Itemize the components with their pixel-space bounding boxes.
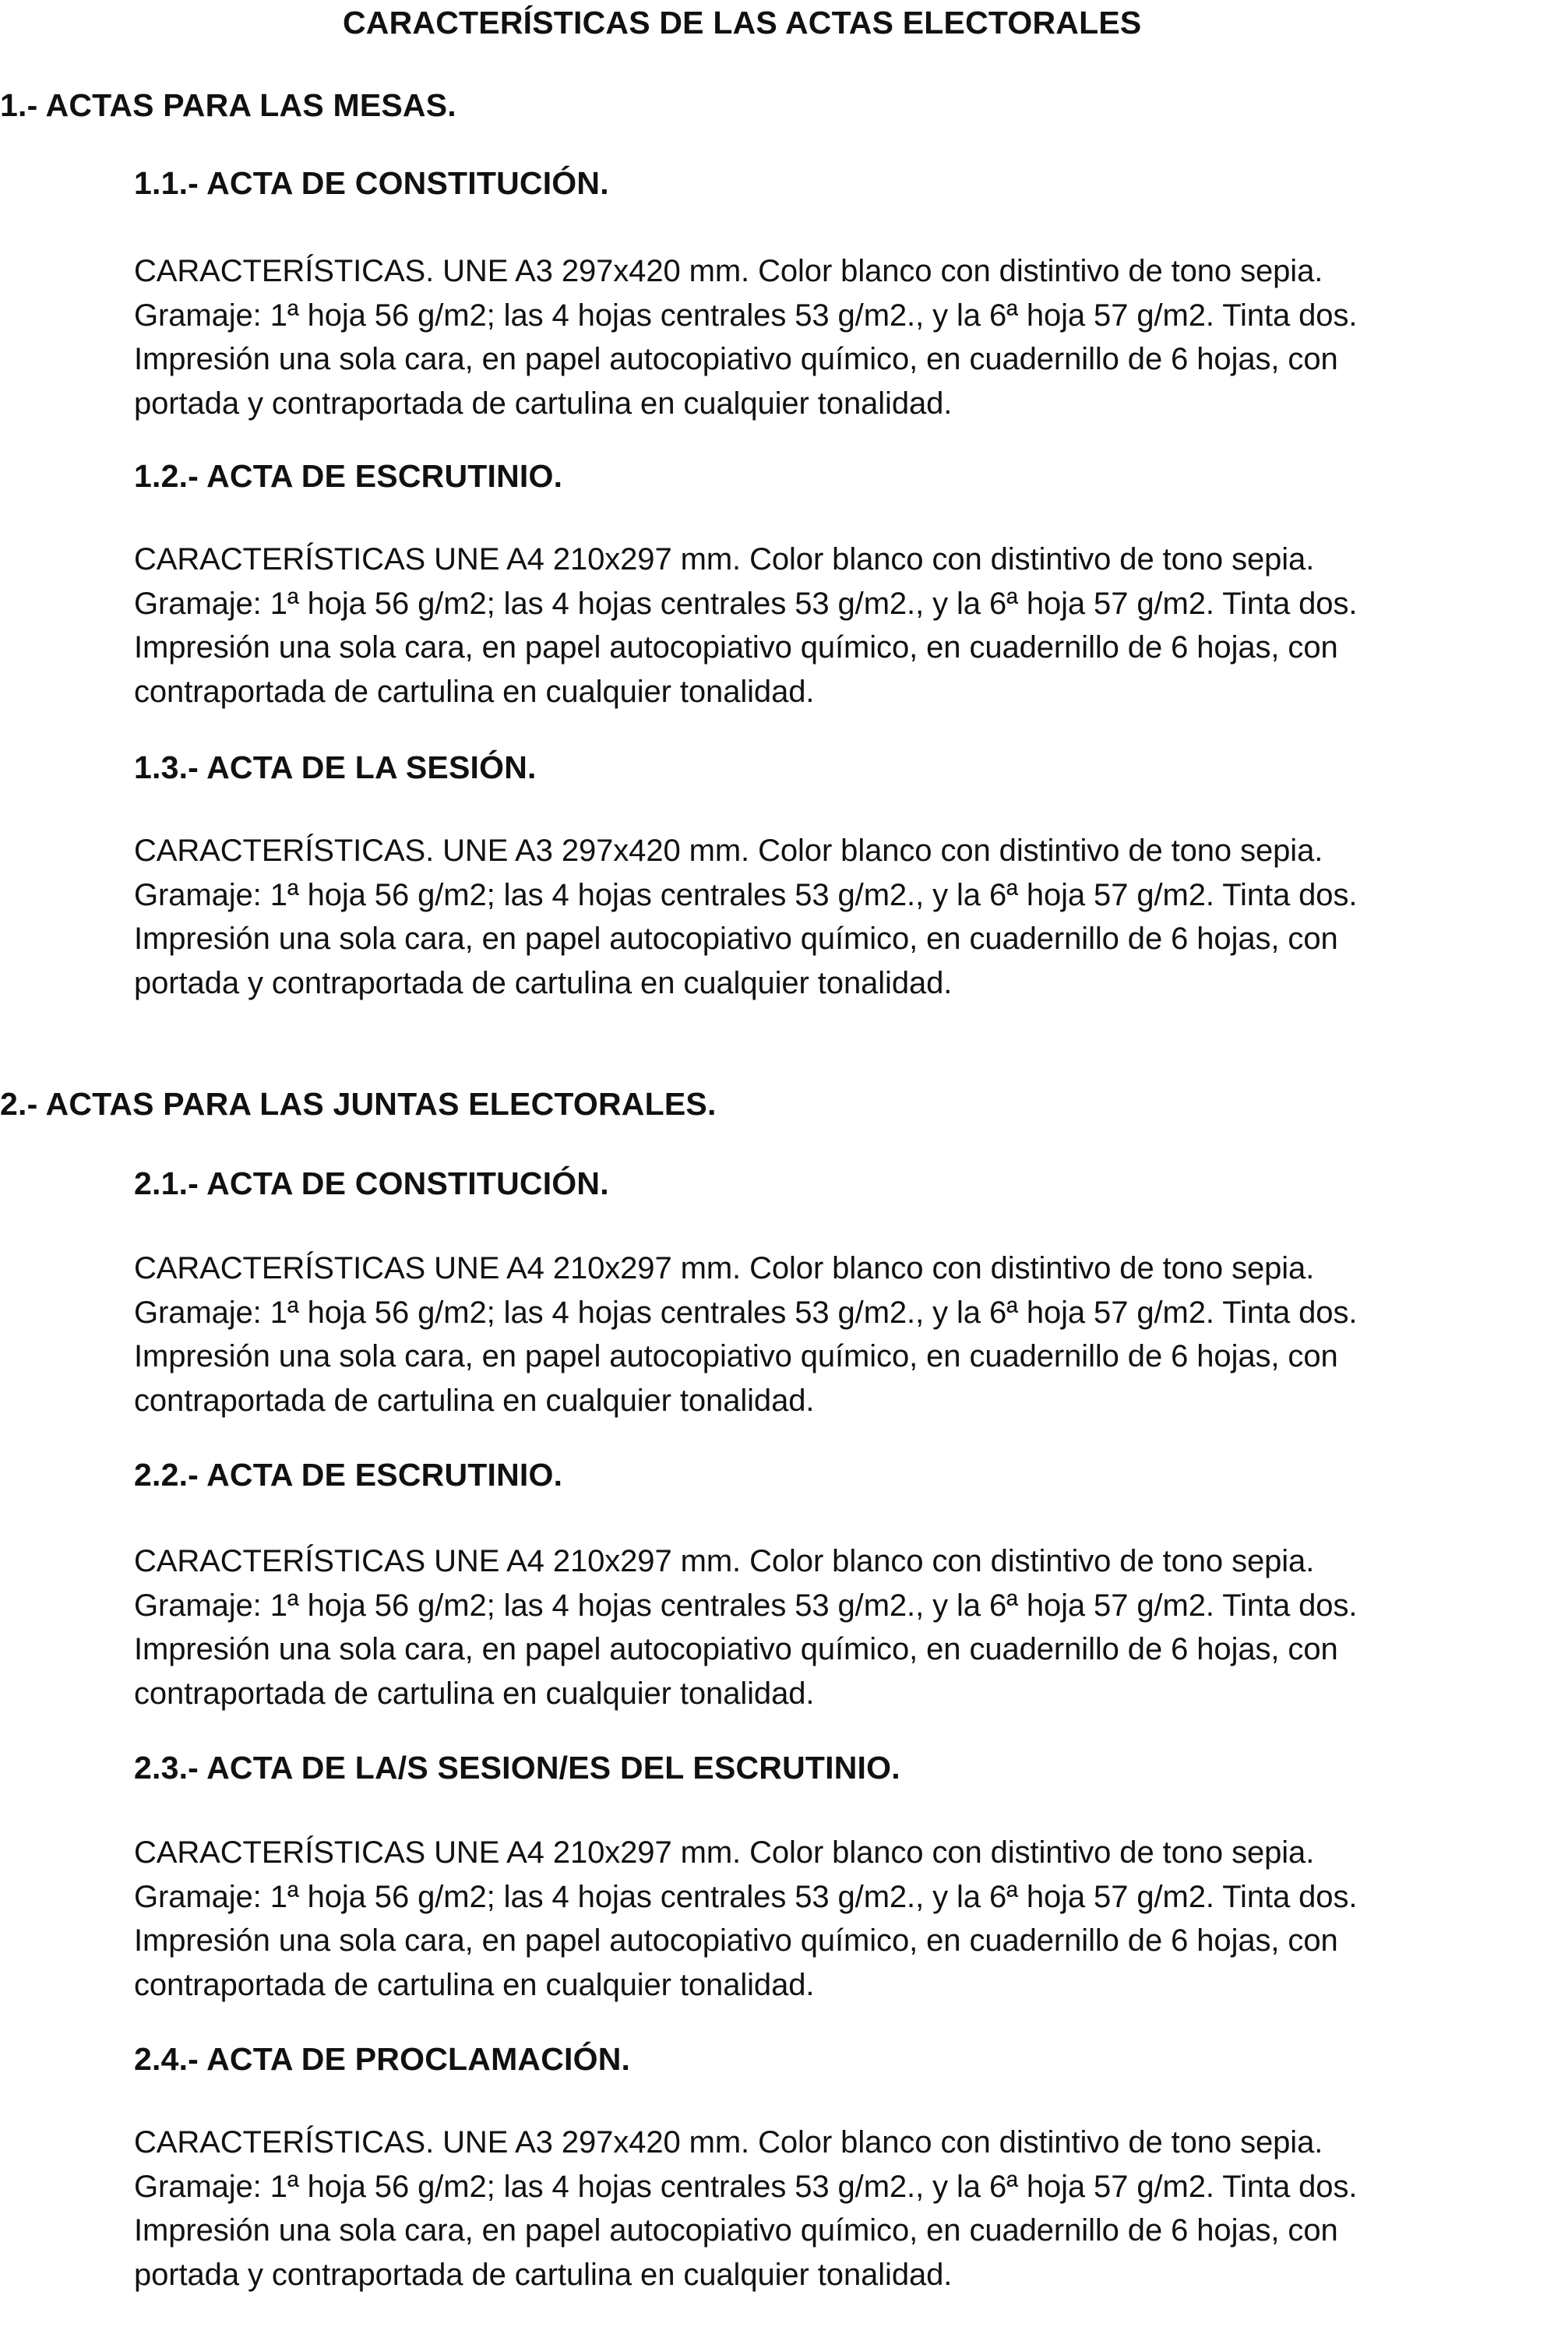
text-line: contraportada de cartulina en cualquier tonalidad. xyxy=(134,1967,815,2002)
subsection-heading: 1.3.- ACTA DE LA SESIÓN. xyxy=(134,749,537,785)
text-line: Gramaje: 1ª hoja 56 g/m2; las 4 hojas centrales 53 g/m2., y la 6ª hoja 57 g/m2. Tinta dos. xyxy=(134,1588,1358,1623)
section-heading: 2.- ACTAS PARA LAS JUNTAS ELECTORALES. xyxy=(0,1086,717,1122)
text-line: CARACTERÍSTICAS. UNE A3 297x420 mm. Color blanco con distintivo de tono sepia. xyxy=(134,254,1323,288)
text-line: contraportada de cartulina en cualquier tonalidad. xyxy=(134,674,815,709)
text-line: Impresión una sola cara, en papel autocopiativo químico, en cuadernillo de 6 hojas, con xyxy=(134,2213,1338,2248)
text-line: Gramaje: 1ª hoja 56 g/m2; las 4 hojas centrales 53 g/m2., y la 6ª hoja 57 g/m2. Tinta dos. xyxy=(134,298,1358,333)
text-line: Impresión una sola cara, en papel autocopiativo químico, en cuadernillo de 6 hojas, con xyxy=(134,1339,1338,1373)
text-line: CARACTERÍSTICAS UNE A4 210x297 mm. Color blanco con distintivo de tono sepia. xyxy=(134,1544,1315,1578)
text-line: Gramaje: 1ª hoja 56 g/m2; las 4 hojas centrales 53 g/m2., y la 6ª hoja 57 g/m2. Tinta dos. xyxy=(134,1295,1358,1330)
subsection-text xyxy=(134,249,1357,425)
document-title: CARACTERÍSTICAS DE LAS ACTAS ELECTORALES xyxy=(343,5,1142,41)
text-line: Gramaje: 1ª hoja 56 g/m2; las 4 hojas centrales 53 g/m2., y la 6ª hoja 57 g/m2. Tinta dos. xyxy=(134,877,1358,912)
text-line: Gramaje: 1ª hoja 56 g/m2; las 4 hojas centrales 53 g/m2., y la 6ª hoja 57 g/m2. Tinta dos. xyxy=(134,586,1358,621)
subsection-text xyxy=(134,1246,1357,1423)
text-line: CARACTERÍSTICAS UNE A4 210x297 mm. Color blanco con distintivo de tono sepia. xyxy=(134,1251,1315,1285)
text-line: Impresión una sola cara, en papel autocopiativo químico, en cuadernillo de 6 hojas, con xyxy=(134,342,1338,376)
text-line: contraportada de cartulina en cualquier tonalidad. xyxy=(134,1676,815,1711)
text-line: Gramaje: 1ª hoja 56 g/m2; las 4 hojas centrales 53 g/m2., y la 6ª hoja 57 g/m2. Tinta dos. xyxy=(134,2169,1358,2204)
text-line: CARACTERÍSTICAS UNE A4 210x297 mm. Color blanco con distintivo de tono sepia. xyxy=(134,1835,1315,1870)
text-line: portada y contraportada de cartulina en cualquier tonalidad. xyxy=(134,2257,953,2292)
text-line: contraportada de cartulina en cualquier tonalidad. xyxy=(134,1383,815,1418)
text-line: Impresión una sola cara, en papel autocopiativo químico, en cuadernillo de 6 hojas, con xyxy=(134,1632,1338,1666)
subsection-heading: 1.1.- ACTA DE CONSTITUCIÓN. xyxy=(134,165,609,201)
subsection-text xyxy=(134,1539,1357,1715)
subsection-text xyxy=(134,2121,1357,2297)
subsection-text xyxy=(134,829,1357,1005)
text-line: Impresión una sola cara, en papel autocopiativo químico, en cuadernillo de 6 hojas, con xyxy=(134,922,1338,956)
text-line: portada y contraportada de cartulina en cualquier tonalidad. xyxy=(134,386,953,421)
subsection-heading: 1.2.- ACTA DE ESCRUTINIO. xyxy=(134,458,563,494)
text-line: Impresión una sola cara, en papel autocopiativo químico, en cuadernillo de 6 hojas, con xyxy=(134,1923,1338,1958)
text-line: Impresión una sola cara, en papel autocopiativo químico, en cuadernillo de 6 hojas, con xyxy=(134,630,1338,665)
subsection-heading: 2.2.- ACTA DE ESCRUTINIO. xyxy=(134,1457,563,1493)
subsection-text xyxy=(134,1831,1357,2007)
subsection-heading: 2.1.- ACTA DE CONSTITUCIÓN. xyxy=(134,1165,609,1201)
subsection-heading: 2.4.- ACTA DE PROCLAMACIÓN. xyxy=(134,2041,631,2077)
text-line: CARACTERÍSTICAS. UNE A3 297x420 mm. Color blanco con distintivo de tono sepia. xyxy=(134,834,1323,868)
text-line: Gramaje: 1ª hoja 56 g/m2; las 4 hojas centrales 53 g/m2., y la 6ª hoja 57 g/m2. Tinta dos. xyxy=(134,1879,1358,1914)
text-line: CARACTERÍSTICAS UNE A4 210x297 mm. Color blanco con distintivo de tono sepia. xyxy=(134,542,1315,576)
subsection-heading: 2.3.- ACTA DE LA/S SESION/ES DEL ESCRUTINIO. xyxy=(134,1750,900,1786)
subsection-text xyxy=(134,538,1357,714)
text-line: CARACTERÍSTICAS. UNE A3 297x420 mm. Color blanco con distintivo de tono sepia. xyxy=(134,2125,1323,2160)
section-heading: 1.- ACTAS PARA LAS MESAS. xyxy=(0,87,456,123)
text-line: portada y contraportada de cartulina en cualquier tonalidad. xyxy=(134,965,953,1000)
